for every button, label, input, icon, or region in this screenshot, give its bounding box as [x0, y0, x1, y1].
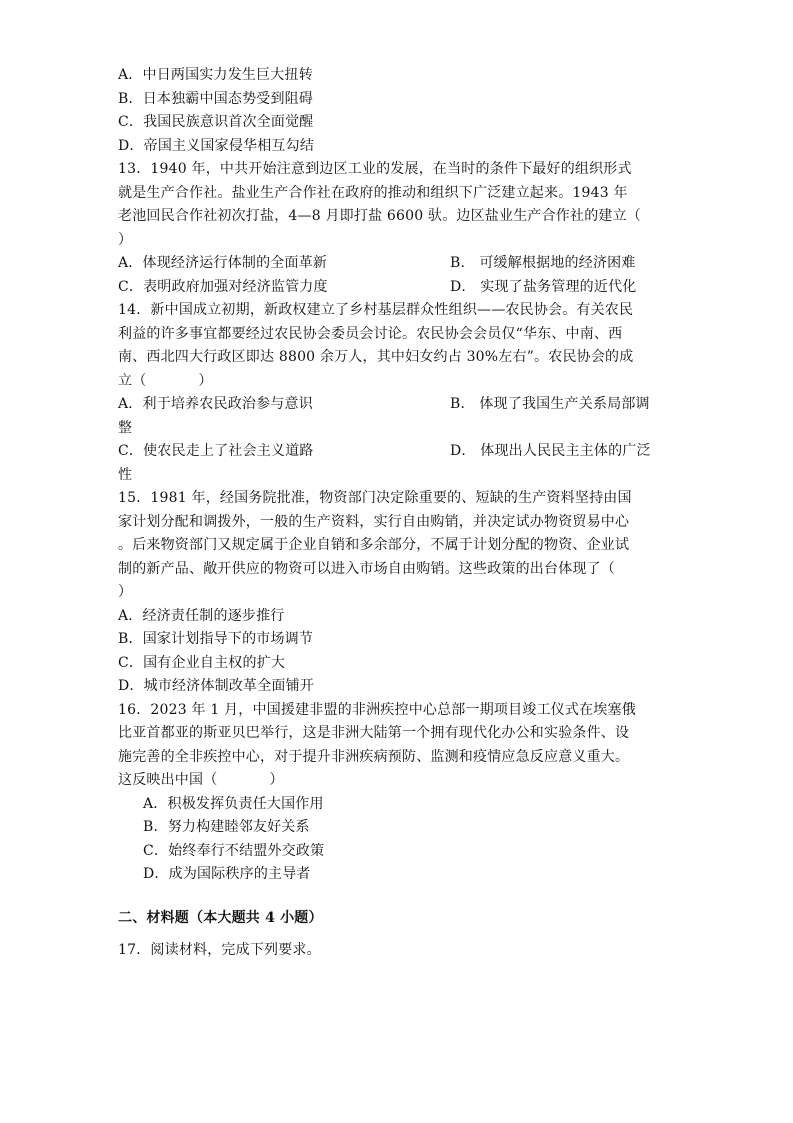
- q15-stem-line: 制的新产品、敞开供应的物资可以进入市场自由购销。这些政策的出台体现了（: [118, 560, 615, 577]
- q12-options: [118, 64, 678, 158]
- q14-stem-close: ）: [198, 372, 213, 389]
- q16-stem-open: 这反映出中国（: [118, 772, 218, 788]
- q15-option-b[interactable]: B．国家计划指导下的市场调节: [118, 631, 314, 647]
- question-14: [118, 299, 678, 487]
- q14-option-d-wrap: 性: [118, 466, 133, 483]
- q13-option-b[interactable]: B． 可缓解根据地的经济困难: [450, 255, 636, 271]
- q15-stem-line: 家计划分配和调拨外，一般的生产资料，实行自由购销，并决定试办物资贸易中心: [118, 513, 630, 530]
- q15-stem-line: 15．1981 年，经国务院批准，物资部门决定除重要的、短缺的生产资料坚持由国: [118, 490, 632, 506]
- spacer: [118, 930, 678, 939]
- q16-stem-line: 16．2023 年 1 月，中国援建非盟的非洲疾控中心总部一期项目竣工仪式在埃塞俄: [118, 701, 636, 718]
- q13-options-row-2: [118, 276, 678, 300]
- q14-option-b[interactable]: B． 体现了我国生产关系局部调: [450, 396, 650, 412]
- q14-stem-line: 利益的许多事宜都要经过农民协会委员会讨论。农民协会会员仅“华东、中南、西: [118, 325, 623, 342]
- q16-option-c[interactable]: C．始终奉行不结盟外交政策: [143, 842, 325, 859]
- q14-option-a[interactable]: A．利于培养农民政治参与意识: [118, 396, 313, 412]
- q14-options-row-2: [118, 440, 678, 464]
- q16-stem-line: 比亚首都亚的斯亚贝巴举行，这是非洲大陆第一个拥有现代化办公和实验条件、设: [118, 725, 630, 741]
- q17-stem: 17．阅读材料，完成下列要求。: [118, 942, 321, 958]
- q16-stem-close: ）: [269, 772, 284, 788]
- q13-stem-line: ）: [118, 231, 133, 248]
- q13-option-d[interactable]: D． 实现了盐务管理的近代化: [450, 278, 637, 295]
- q12-option-a[interactable]: A．中日两国实力发生巨大扭转: [118, 67, 313, 83]
- q15-stem-line: 。后来物资部门又规定属于企业自销和多余部分，不属于计划分配的物资、企业试: [118, 537, 630, 553]
- q13-stem-line: 13．1940 年，中共开始注意到边区工业的发展，在当时的条件下最好的组织形式: [118, 161, 632, 177]
- q14-stem-open: 立（: [118, 372, 147, 389]
- q14-options-row-1: [118, 393, 678, 417]
- q16-stem-line: 施完善的全非疾控中心，对于提升非洲疾病预防、监测和疫情应急反应意义重大。: [118, 748, 630, 765]
- q14-stem-line: 南、西北四大行政区即达 8800 余万人，其中妇女约占 30%左右”。农民协会的成: [118, 349, 634, 365]
- question-15: [118, 487, 678, 699]
- q13-option-c[interactable]: C．表明政府加强对经济监管力度: [118, 278, 328, 295]
- q16-option-b[interactable]: B．努力构建睦邻友好关系: [143, 819, 310, 835]
- q14-option-c[interactable]: C．使农民走上了社会主义道路: [118, 443, 314, 459]
- q13-option-a[interactable]: A．体现经济运行体制的全面革新: [118, 255, 328, 271]
- q12-option-b[interactable]: B．日本独霸中国态势受到阻碍: [118, 90, 314, 107]
- q15-option-c[interactable]: C．国有企业自主权的扩大: [118, 654, 286, 671]
- q15-stem-line: ）: [118, 584, 133, 600]
- q15-option-d[interactable]: D．城市经济体制改革全面铺开: [118, 678, 315, 694]
- q14-option-b-wrap: 整: [118, 419, 133, 436]
- q13-stem-line: 老池回民合作社初次打盐，4—8 月即打盐 6600 驮。边区盐业生产合作社的建立（: [118, 208, 641, 224]
- q14-stem-last-line: [118, 370, 678, 394]
- q12-option-c[interactable]: C．我国民族意识首次全面觉醒: [118, 114, 314, 130]
- q12-option-d[interactable]: D．帝国主义国家侵华相互勾结: [118, 137, 315, 154]
- q14-stem-line: 14．新中国成立初期，新政权建立了乡村基层群众性组织——农民协会。有关农民: [118, 302, 634, 318]
- exam-page: [118, 64, 678, 963]
- q14-option-d[interactable]: D． 体现出人民民主主体的广泛: [450, 443, 651, 459]
- question-13: [118, 158, 678, 299]
- section-heading: 二、材料题（本大题共 4 小题）: [118, 909, 323, 926]
- q13-stem-line: 就是生产合作社。盐业生产合作社在政府的推动和组织下广泛建立起来。1943 年: [118, 184, 628, 201]
- q13-options-row-1: [118, 252, 678, 276]
- q15-option-a[interactable]: A．经济责任制的逐步推行: [118, 607, 285, 624]
- q16-option-a[interactable]: A．积极发挥负责任大国作用: [143, 795, 324, 812]
- q16-stem-last-line: [118, 769, 678, 793]
- q16-option-d[interactable]: D．成为国际秩序的主导者: [143, 866, 311, 882]
- question-16: [118, 699, 678, 887]
